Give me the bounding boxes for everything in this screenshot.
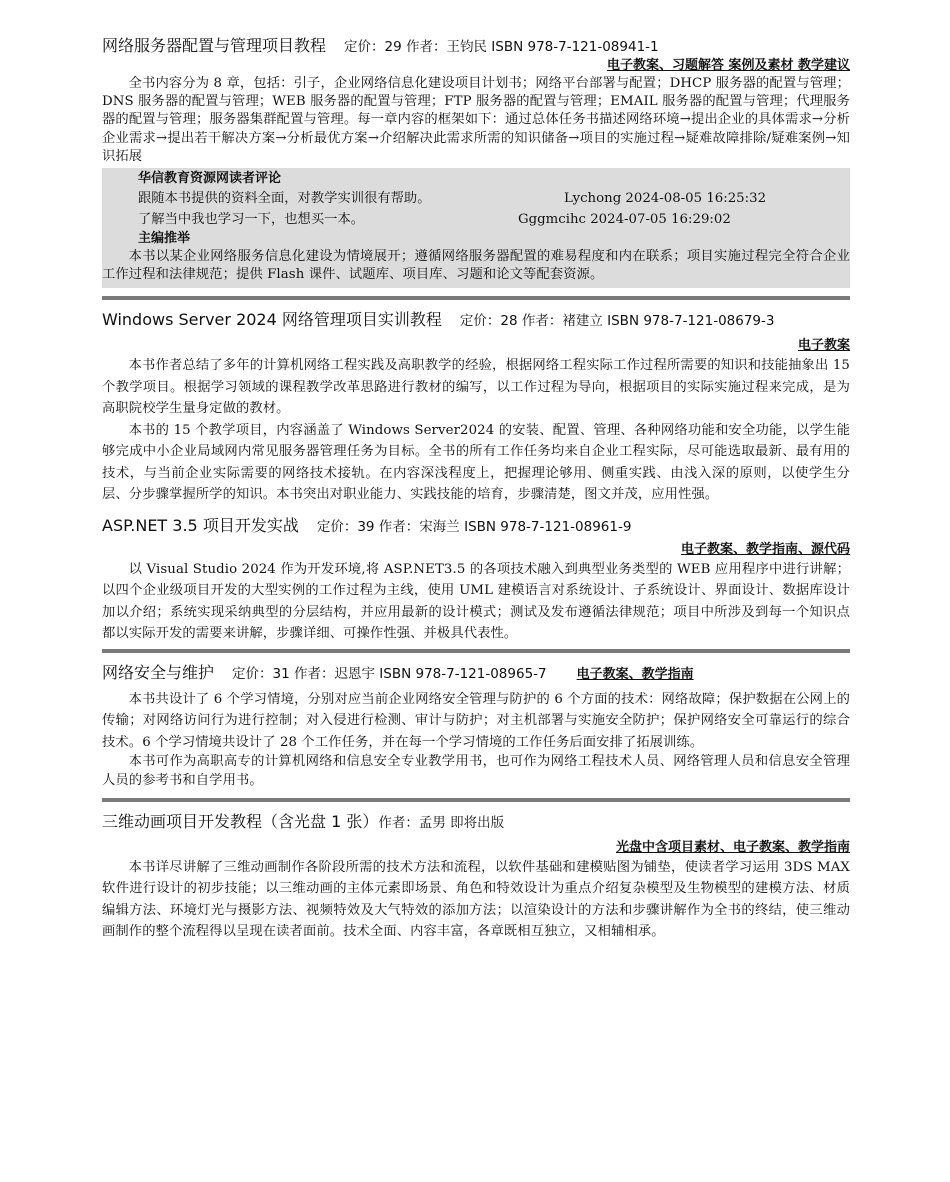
review-author: Gggmcihc 2024-07-05 16:29:02 — [518, 212, 731, 228]
resource-tags — [102, 337, 850, 355]
book-catalog-page — [102, 36, 850, 943]
section-divider — [102, 798, 850, 802]
comments-box — [102, 168, 850, 288]
book-meta: 定价：29 作者：王钧民 ISBN 978-7-121-08941-1 — [344, 39, 659, 55]
resource-tags — [102, 541, 850, 559]
resource-tags-link[interactable]: 电子教案、教学指南 — [576, 666, 694, 682]
resource-tags — [102, 57, 850, 75]
book-heading — [102, 663, 850, 685]
section-divider — [102, 649, 850, 653]
book-meta: 定价：39 作者：宋海兰 ISBN 978-7-121-08961-9 — [316, 518, 632, 535]
book-description: 本书作者总结了多年的计算机网络工程实践及高职教学的经验，根据网络工程实际工作过程所需要的知识和技能抽象出 15 个教学项目。根据学习领域的课程教学改革思路进行教材的编写，以工作过程为导向，根据项目的实际实施过程来完成，是为高职院校学生量身定做的教材。 — [102, 358, 850, 417]
book-title: 网络安全与维护 — [102, 662, 215, 682]
book-meta: 定价：28 作者：褚建立 ISBN 978-7-121-08679-3 — [459, 313, 775, 330]
review-item — [102, 209, 850, 230]
review-item — [102, 188, 850, 209]
book-entry — [102, 310, 850, 516]
book-description: 本书可作为高职高专的计算机网络和信息安全专业教学用书，也可作为网络工程技术人员、网络管理人员和信息安全管理人员的参考书和自学用书。 — [102, 754, 850, 788]
book-heading — [102, 812, 850, 833]
review-text: 了解当中我也学习一下，也想买一本。 — [138, 212, 365, 228]
resource-tags — [102, 839, 850, 857]
book-heading — [102, 310, 850, 331]
resource-tags-link[interactable]: 光盘中含项目素材、电子教案、教学指南 — [615, 839, 850, 855]
review-text: 跟随本书提供的资料全面，对教学实训很有帮助。 — [138, 191, 431, 207]
resource-tags-link[interactable]: 电子教案、习题解答 案例及素材 教学建议 — [606, 58, 850, 73]
editor-recommendation: 本书以某企业网络服务信息化建设为情境展开；遵循网络服务器配置的难易程度和内在联系；项目实施过程完全符合企业工作过程和法律规范；提供 Flash 课件、试题库、项目库、习题和论文等配套资源。 — [102, 249, 850, 283]
book-entry — [102, 812, 850, 943]
book-heading — [102, 516, 850, 537]
book-entry — [102, 516, 850, 653]
book-description: 以 Visual Studio 2024 作为开发环境,将 ASP.NET3.5 的各项技术融入到典型业务类型的 WEB 应用程序中进行讲解；以四个企业级项目开发的大型实例的工作过程为主线，使用 UML 建模语言对系统设计、子系统设计、界面设计、数据库设计加以介绍；系统实现采纳典型的分层结构，并应用最新的设计模式；测试及发布遵循法律规范；项目中所涉及到每一个知识点都以实际开发的需要来讲解，步骤详细、可操作性强、并极具代表性。 — [102, 561, 850, 642]
editor-heading: 主编推举 — [138, 231, 191, 247]
book-entry — [102, 36, 850, 300]
book-description: 本书详尽讲解了三维动画制作各阶段所需的技术方法和流程，以软件基础和建模贴图为铺垫，使读者学习运用 3DS MAX 软件进行设计的初步技能；以三维动画的主体元素即场景、角色和特效设计为重点介绍复杂模型及生物模型的建模方法、材质编辑方法、环境灯光与摄影方法、视频特效及大气特效的添加方法；以渲染设计的方法和步骤讲解作为全书的终结，使三维动画制作的整个流程得以呈现在读者面前。技术全面、内容丰富，各章既相互独立，又相辅相承。 — [102, 859, 850, 940]
book-title: 三维动画项目开发教程（含光盘 1 张） — [102, 811, 379, 831]
book-description: 本书共设计了 6 个学习情境，分别对应当前企业网络安全管理与防护的 6 个方面的技术：网络故障；保护数据在公网上的传输；对网络访问行为进行控制；对入侵进行检测、审计与防护；对主机部署与实施安全防护；保护网络安全可靠运行的综合技术。6 个学习情境共设计了 28 个工作任务，并在每一个学习情境的工作任务后面安排了拓展训练。 — [102, 691, 850, 750]
book-heading — [102, 36, 850, 57]
resource-tags-link[interactable]: 电子教案 — [797, 338, 850, 354]
book-meta: 定价：31 作者：迟恩宇 ISBN 978-7-121-08965-7 — [232, 665, 547, 682]
book-title: Windows Server 2024 网络管理项目实训教程 — [102, 310, 442, 330]
resource-tags-link[interactable]: 电子教案、教学指南、源代码 — [680, 541, 850, 557]
section-divider — [102, 296, 850, 300]
book-title: 网络服务器配置与管理项目教程 — [102, 36, 327, 55]
book-description: 本书的 15 个教学项目，内容涵盖了 Windows Server2024 的安装、配置、管理、各种网络功能和安全功能，以学生能够完成中小企业局域网内常见服务器管理任务为目标。全书的所有工作任务均来自企业工程实际，尽可能选取最新、最有用的技术，与当前企业实际需要的网络技术接轨。在内容深浅程度上，把握理论够用、侧重实践、由浅入深的原则，以使学生分层、分步骤掌握所学的知识。本书突出对职业能力、实践技能的培育，步骤清楚，图文并茂，应用性强。 — [102, 422, 850, 503]
book-entry — [102, 663, 850, 802]
book-title: ASP.NET 3.5 项目开发实战 — [102, 515, 299, 535]
reviews-heading: 华信教育资源网读者评论 — [138, 171, 282, 187]
book-meta: 作者：孟男 即将出版 — [378, 814, 505, 831]
review-author: Lychong 2024-08-05 16:25:32 — [564, 191, 767, 207]
book-description: 全书内容分为 8 章，包括：引子，企业网络信息化建设项目计划书；网络平台部署与配置；DHCP 服务器的配置与管理；DNS 服务器的配置与管理；WEB 服务器的配置与管理；FTP 服务器的配置与管理；EMAIL 服务器的配置与管理；代理服务器的配置与管理；服务器集群配置与管理。每一章内容的框架如下：通过总体任务书描述网络环境→提出企业的具体需求→分析企业需求→提出若干解决方案→分析最优方案→介绍解决此需求所需的知识储备→项目的实施过程→疑难故障排除/疑难案例→知识拓展 — [102, 76, 850, 164]
